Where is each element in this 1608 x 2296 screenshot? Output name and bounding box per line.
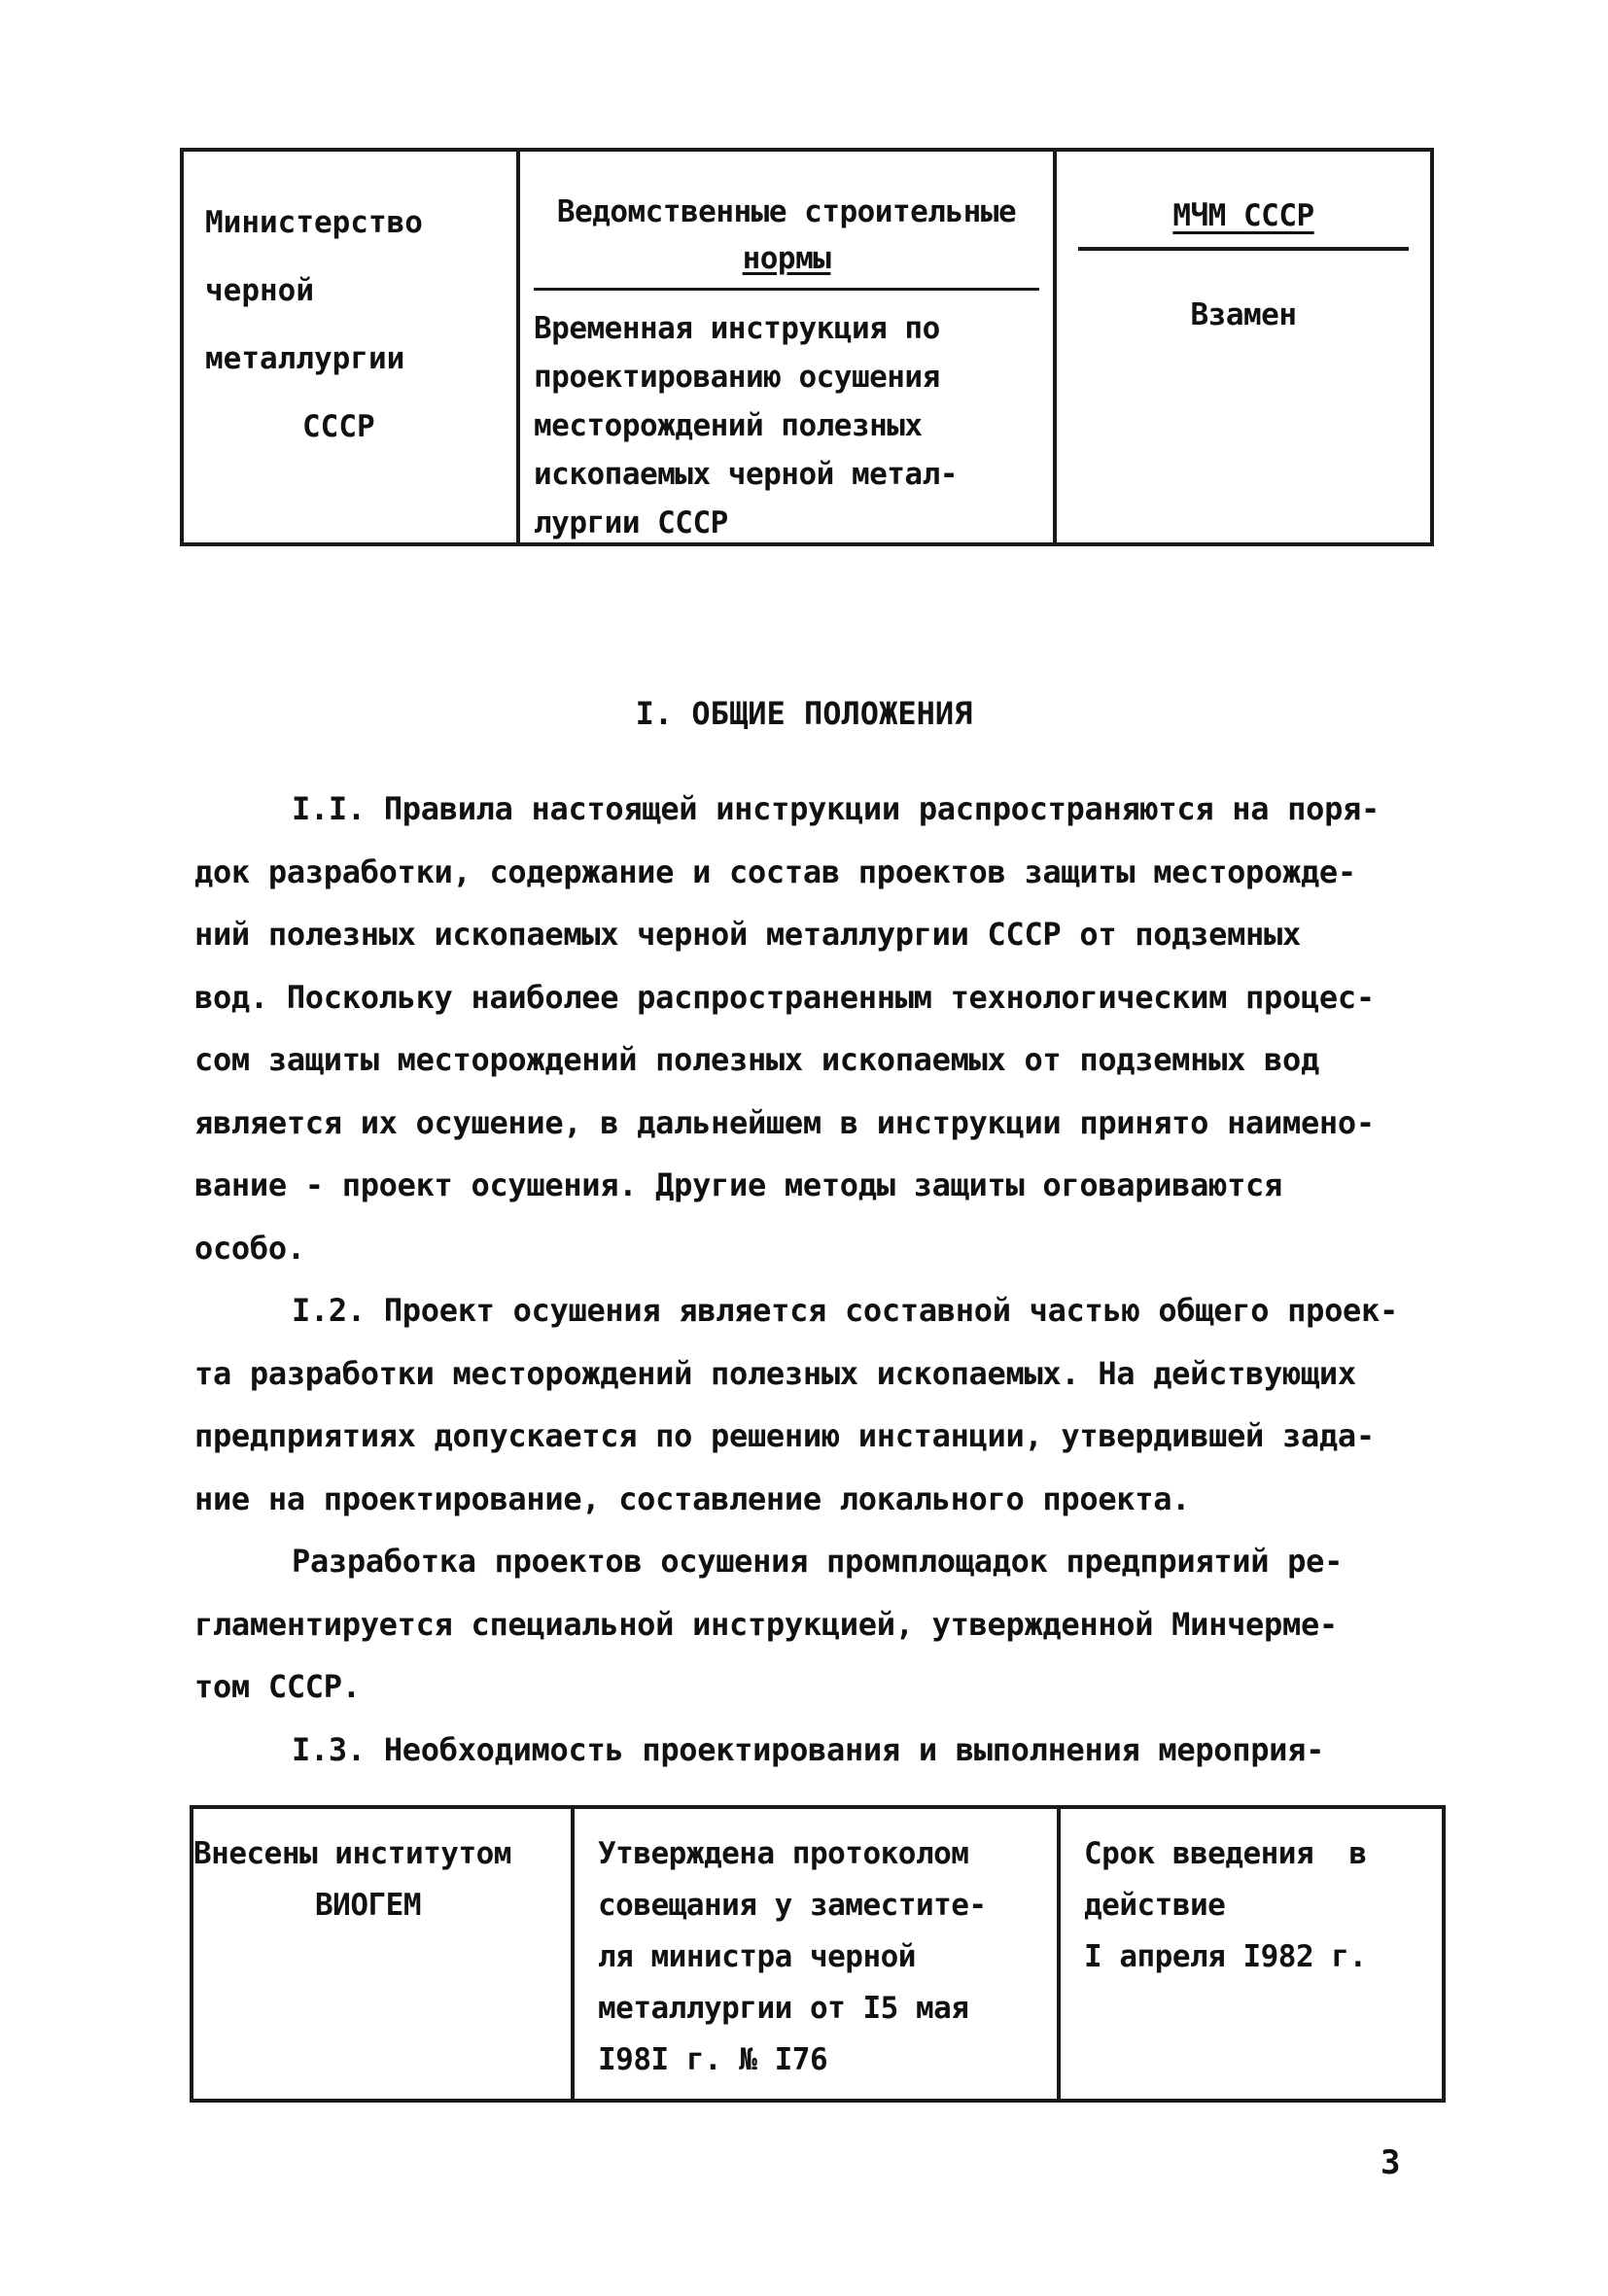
text-line: ний полезных ископаемых черной металлургии СССР от подземных: [194, 916, 1301, 953]
ministry-line: металлургии: [205, 341, 405, 376]
text-line: гламентируется специальной инструкцией, утвержденной Минчерме-: [194, 1605, 1338, 1643]
title-line: Временная инструкция по: [534, 311, 940, 346]
text-line: I.2. Проект осушения является составной частью общего проек-: [292, 1292, 1398, 1329]
submitted-cell: [193, 1809, 575, 2099]
effective-line: действие: [1084, 1888, 1226, 1923]
effective-line: I апреля I982 г.: [1084, 1939, 1367, 1974]
effective-line: Срок введения в: [1084, 1836, 1367, 1871]
text-line: та разработки месторождений полезных ископаемых. На действующих: [194, 1354, 1356, 1392]
text-line: ние на проектирование, составление локального проекта.: [194, 1479, 1191, 1517]
text-line: I.3. Необходимость проектирования и выполнения мероприя-: [292, 1730, 1325, 1768]
approval-line: ля министра черной: [598, 1939, 916, 1974]
norms-cell: [520, 152, 1057, 542]
ministry-line: черной: [205, 273, 314, 308]
ministry-line: СССР: [302, 409, 375, 444]
institute-name: ВИОГЕМ: [315, 1888, 421, 1923]
text-line: вание - проект осушения. Другие методы защиты оговариваются: [194, 1166, 1282, 1203]
text-line: вод. Поскольку наиболее распространенным технологическим процес-: [194, 978, 1375, 1016]
code-cell: [1057, 152, 1430, 542]
text-line: Разработка проектов осушения промплощадок предприятий ре-: [292, 1543, 1344, 1580]
approval-line: металлургии от I5 мая: [598, 1991, 969, 2026]
norms-line: Ведомственные строительные: [556, 194, 1017, 229]
text-line: сом защиты месторождений полезных ископаемых от подземных вод: [194, 1041, 1319, 1078]
norms-line: нормы: [742, 241, 831, 276]
paragraph: [194, 1719, 1458, 1782]
paragraph: [194, 778, 1458, 1279]
approval-line: I98I г. № I76: [598, 2042, 828, 2077]
header-table: [180, 148, 1434, 546]
ministry-code-text: МЧМ СССР: [1172, 198, 1314, 233]
text-line: предприятиях допускается по решению инстанции, утвердившей зада-: [194, 1417, 1375, 1454]
text-line: особо.: [194, 1229, 305, 1267]
text-line: I.I. Правила настоящей инструкции распространяются на поря-: [292, 790, 1380, 827]
approval-line: совещания у заместите-: [598, 1888, 987, 1923]
text-line: том СССР.: [194, 1668, 361, 1705]
approval-line: Утверждена протоколом: [598, 1836, 969, 1871]
ministry-code: [1078, 152, 1409, 251]
effective-date-cell: [1061, 1809, 1442, 2099]
code-divider: [1078, 247, 1409, 251]
body-text: [194, 778, 1458, 1781]
text-line: док разработки, содержание и состав проектов защиты месторожде-: [194, 852, 1356, 890]
text-line: является их осушение, в дальнейшем в инструкции принято наимено-: [194, 1103, 1375, 1141]
title-line: лургии СССР: [534, 505, 728, 540]
submitted-by: Внесены институтом: [193, 1836, 511, 1871]
replaces-label: Взамен: [1190, 297, 1297, 332]
title-line: проектированию осушения: [534, 360, 940, 395]
ministry-line: Министерство: [205, 205, 423, 240]
paragraph: [194, 1279, 1458, 1530]
approved-cell: [575, 1809, 1061, 2099]
ministry-cell: [184, 152, 520, 542]
title-line: месторождений полезных: [534, 408, 923, 443]
norms-type: [534, 152, 1039, 291]
title-line: ископаемых черной метал-: [534, 457, 958, 492]
page-number: 3: [1381, 2143, 1401, 2182]
document-title: [534, 291, 1039, 547]
paragraph: [194, 1530, 1458, 1719]
footer-table: [190, 1805, 1446, 2103]
section-title: I. ОБЩИЕ ПОЛОЖЕНИЯ: [635, 695, 973, 732]
